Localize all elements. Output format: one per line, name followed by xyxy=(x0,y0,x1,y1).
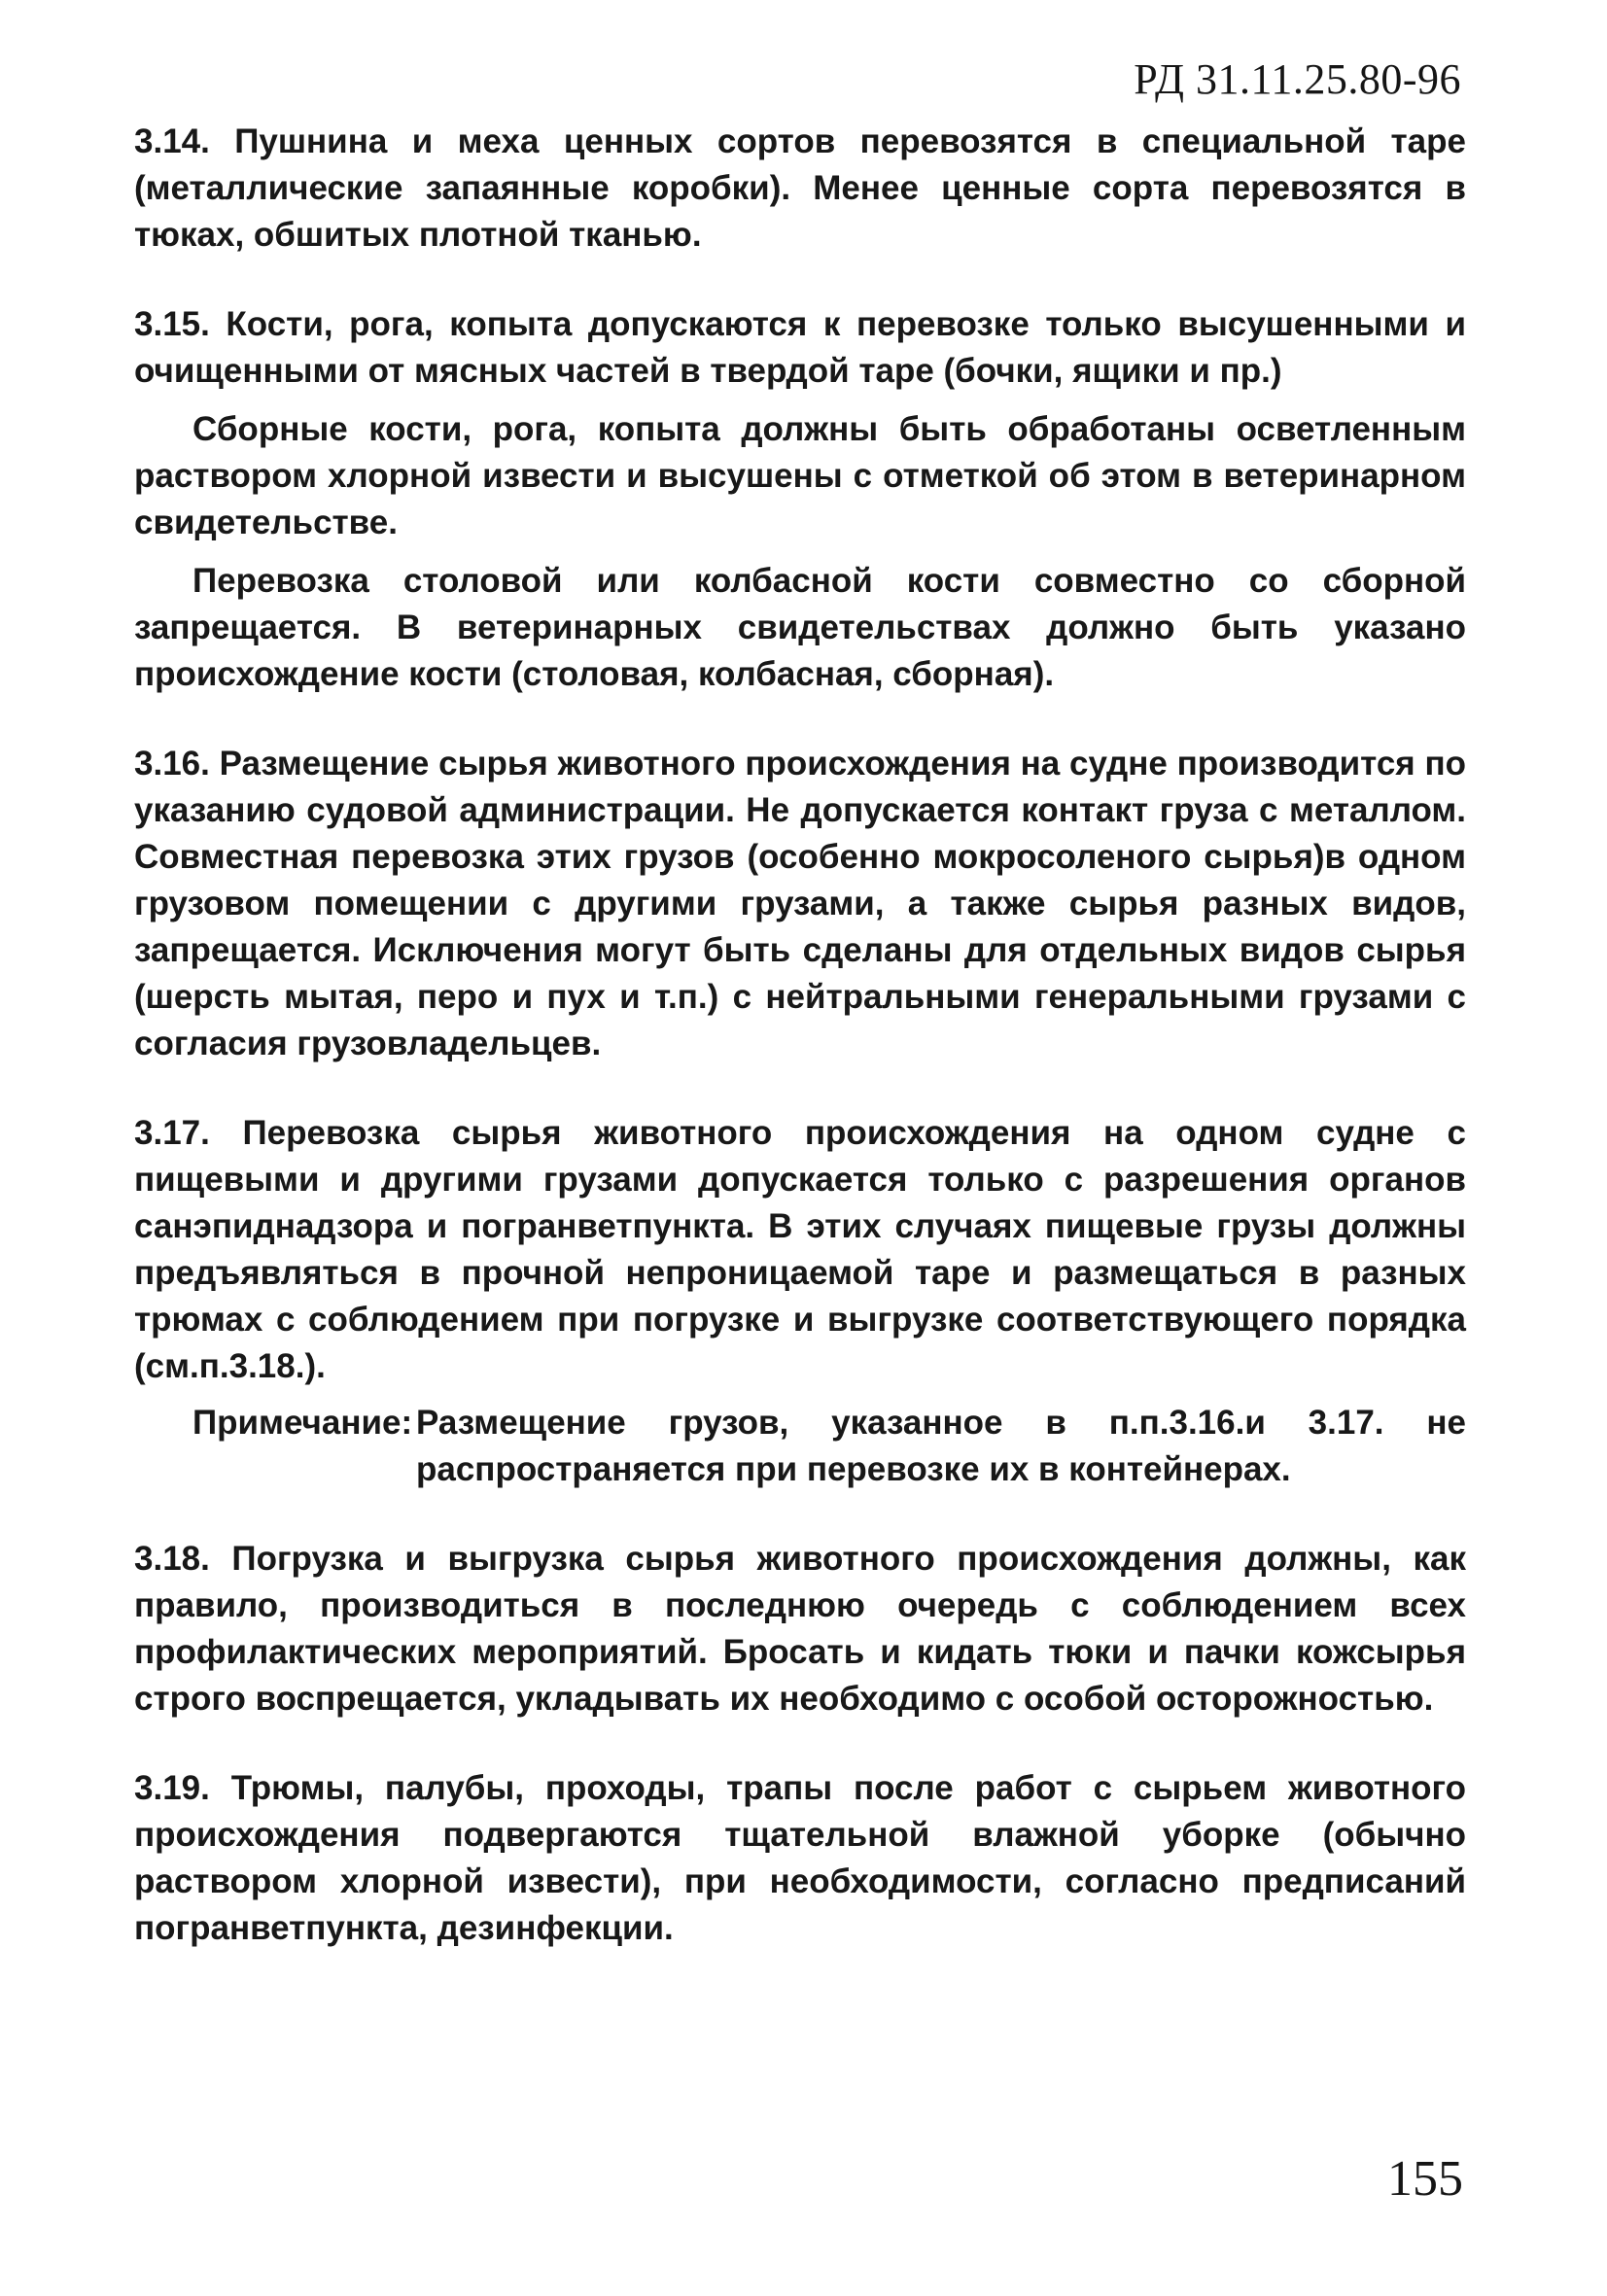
section-3-18: 3.18. Погрузка и выгрузка сырья животного происхождения должны, как правило, производиться в последнюю очередь с соблюдением всех профилактических мероприятий. Бросать и кидать тюки и пачки кожсырья строго воспрещается, укладывать их необходимо с особой осторожностью. xyxy=(134,1540,1466,1718)
section-3-19: 3.19. Трюмы, палубы, проходы, трапы после работ с сырьем животного происхождения подвергаются тщательной влажной уборке (обычно раствором хлорной извести), при необходимости, согласно предписаний погранветпункта, дезинфекции. xyxy=(134,1769,1466,1947)
section-3-15: 3.15. Кости, рога, копыта допускаются к перевозке только высушенными и очищенными от мясных частей в твердой таре (бочки, ящики и пр.) xyxy=(134,305,1466,390)
section-3-14: 3.14. Пушнина и меха ценных сортов перевозятся в специальной таре (металлические запаянные коробки). Менее ценные сорта перевозятся в тюках, обшитых плотной тканью. xyxy=(134,122,1466,254)
section-3-15-paragraph-2: Сборные кости, рога, копыта должны быть обработаны осветленным раствором хлорной извести и высушены с отметкой об этом в ветеринарном свидетельстве. xyxy=(134,410,1466,541)
note-label: Примечание: xyxy=(192,1404,413,1442)
page-number: 155 xyxy=(1387,2151,1463,2207)
note-text: Размещение грузов, указанное в п.п.3.16.и 3.17. не распространяется при перевозке их в контейнерах. xyxy=(416,1404,1466,1488)
section-3-15-paragraph-3: Перевозка столовой или колбасной кости совместно со сборной запрещается. В ветеринарных свидетельствах должно быть указано происхождение кости (столовая, колбасная, сборная). xyxy=(134,562,1466,693)
section-3-16: 3.16. Размещение сырья животного происхождения на судне производится по указанию судовой администрации. Не допускается контакт груза с металлом. Совместная перевозка этих грузов (особенно мокросоленого сырья)в одном грузовом помещении с другими грузами, а также сырья разных видов, запрещается. Исключения могут быть сделаны для отдельных видов сырья (шерсть мытая, перо и пух и т.п.) с нейтральными генеральными грузами с согласия грузовладельцев. xyxy=(134,745,1466,1062)
document-body xyxy=(134,119,1466,1952)
document-code: РД 31.11.25.80-96 xyxy=(1134,55,1461,103)
note-block xyxy=(134,1400,1466,1493)
section-3-17: 3.17. Перевозка сырья животного происхождения на одном судне с пищевыми и другими грузами допускается только с разрешения органов санэпиднадзора и погранветпункта. В этих случаях пищевые грузы должны предъявляться в прочной непроницаемой таре и размещаться в разных трюмах с соблюдением при погрузке и выгрузке соответствующего порядка (см.п.3.18.). xyxy=(134,1114,1466,1385)
